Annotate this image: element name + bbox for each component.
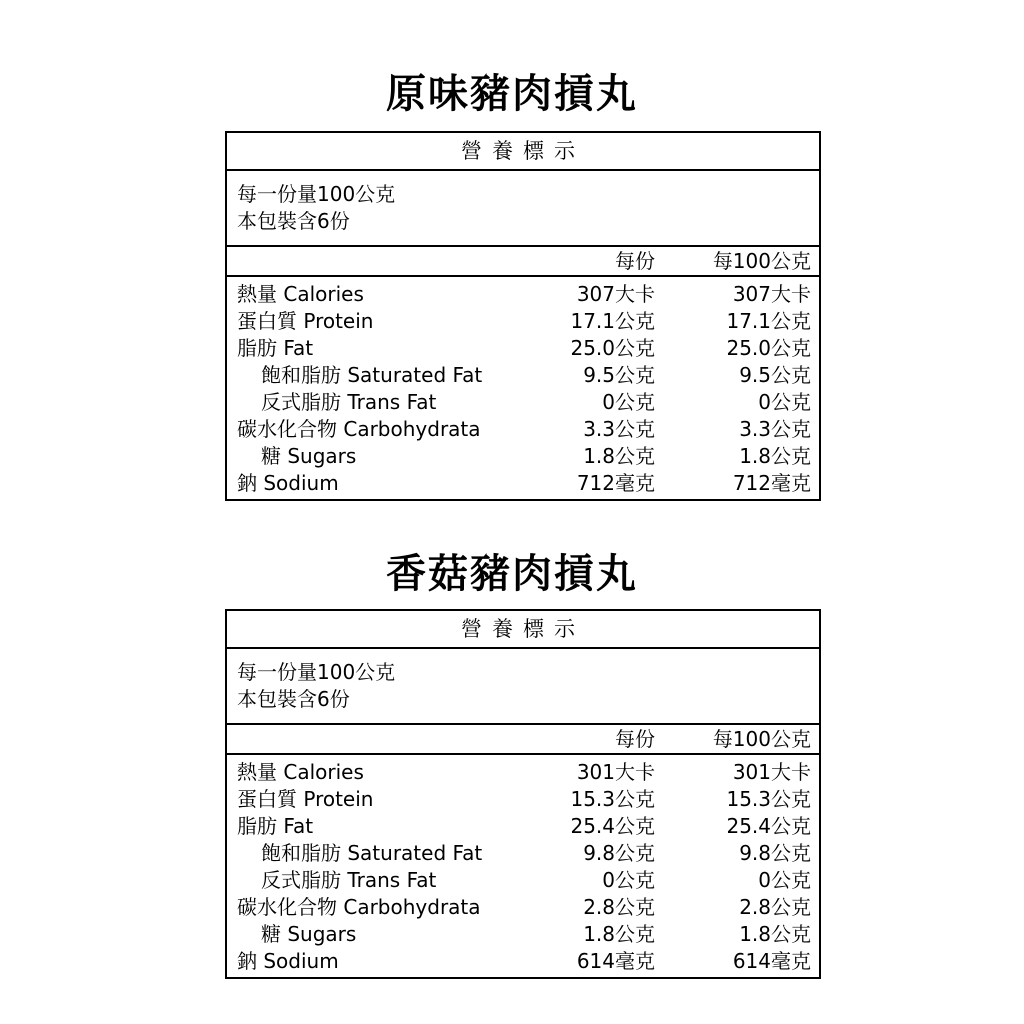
per-100g-value: 15.3公克 [726,787,811,811]
nutrient-label: 脂肪 Fat [237,814,314,838]
column-header-per-serving: 每份 [615,249,655,273]
column-header-row [227,247,819,277]
per-serving-value: 0公克 [602,390,655,414]
per-serving-value: 25.0公克 [570,336,655,360]
column-header-per-100g: 每100公克 [712,249,811,273]
nutrient-label: 脂肪 Fat [237,336,314,360]
nutrient-label: 糖 Sugars [261,922,357,946]
per-100g-value: 1.8公克 [739,444,811,468]
nutrition-facts-panel [225,131,821,501]
nutrient-row-protein [227,786,819,813]
nutrient-row-sodium [227,470,819,497]
panel-header: 營養標示 [227,611,819,649]
per-100g-value: 1.8公克 [739,922,811,946]
nutrient-row-carbohydrate [227,894,819,921]
per-serving-value: 17.1公克 [570,309,655,333]
serving-info [227,649,819,725]
nutrient-label: 反式脂肪 Trans Fat [261,868,437,892]
column-header-per-100g: 每100公克 [712,727,811,751]
per-serving-value: 301大卡 [576,760,655,784]
per-serving-value: 15.3公克 [570,787,655,811]
product-title: 原味豬肉摃丸 [386,71,638,117]
column-header-row [227,725,819,755]
per-100g-value: 0公克 [758,868,811,892]
serving-size: 每一份量100公克 [237,182,396,206]
per-serving-value: 1.8公克 [583,922,655,946]
nutrient-label: 熱量 Calories [237,760,364,784]
nutrient-label: 碳水化合物 Carbohydrata [237,417,481,441]
per-100g-value: 614毫克 [732,949,811,973]
nutrient-label: 蛋白質 Protein [237,309,374,333]
nutrient-label: 糖 Sugars [261,444,357,468]
per-100g-value: 9.8公克 [739,841,811,865]
nutrient-rows [227,277,819,499]
per-serving-value: 614毫克 [576,949,655,973]
nutrient-label: 碳水化合物 Carbohydrata [237,895,481,919]
per-100g-value: 25.0公克 [726,336,811,360]
nutrient-row-protein [227,308,819,335]
nutrient-label: 飽和脂肪 Saturated Fat [261,841,483,865]
nutrient-row-fat [227,813,819,840]
nutrient-row-saturated-fat [227,840,819,867]
serving-info [227,171,819,247]
nutrient-row-fat [227,335,819,362]
per-100g-value: 25.4公克 [726,814,811,838]
per-serving-value: 3.3公克 [583,417,655,441]
per-serving-value: 1.8公克 [583,444,655,468]
column-header-per-serving: 每份 [615,727,655,751]
per-100g-value: 2.8公克 [739,895,811,919]
nutrient-label: 鈉 Sodium [237,949,339,973]
per-100g-value: 3.3公克 [739,417,811,441]
per-100g-value: 9.5公克 [739,363,811,387]
nutrient-row-calories [227,281,819,308]
per-serving-value: 9.8公克 [583,841,655,865]
per-100g-value: 307大卡 [732,282,811,306]
serving-size: 每一份量100公克 [237,660,396,684]
per-100g-value: 712毫克 [732,471,811,495]
servings-per-package: 本包裝含6份 [237,687,350,711]
product-title: 香菇豬肉摃丸 [386,551,638,597]
nutrient-row-carbohydrate [227,416,819,443]
nutrient-row-trans-fat [227,867,819,894]
nutrient-row-sugars [227,921,819,948]
per-serving-value: 2.8公克 [583,895,655,919]
nutrient-label: 蛋白質 Protein [237,787,374,811]
per-serving-value: 25.4公克 [570,814,655,838]
per-serving-value: 307大卡 [576,282,655,306]
nutrition-facts-panel [225,609,821,979]
nutrient-label: 飽和脂肪 Saturated Fat [261,363,483,387]
per-serving-value: 9.5公克 [583,363,655,387]
nutrient-label: 鈉 Sodium [237,471,339,495]
nutrient-row-sugars [227,443,819,470]
nutrient-label: 熱量 Calories [237,282,364,306]
nutrient-row-calories [227,759,819,786]
nutrient-row-sodium [227,948,819,975]
per-serving-value: 0公克 [602,868,655,892]
nutrient-label: 反式脂肪 Trans Fat [261,390,437,414]
per-serving-value: 712毫克 [576,471,655,495]
nutrient-rows [227,755,819,977]
per-100g-value: 301大卡 [732,760,811,784]
panel-header: 營養標示 [227,133,819,171]
servings-per-package: 本包裝含6份 [237,209,350,233]
nutrient-row-saturated-fat [227,362,819,389]
nutrient-row-trans-fat [227,389,819,416]
per-100g-value: 0公克 [758,390,811,414]
per-100g-value: 17.1公克 [726,309,811,333]
